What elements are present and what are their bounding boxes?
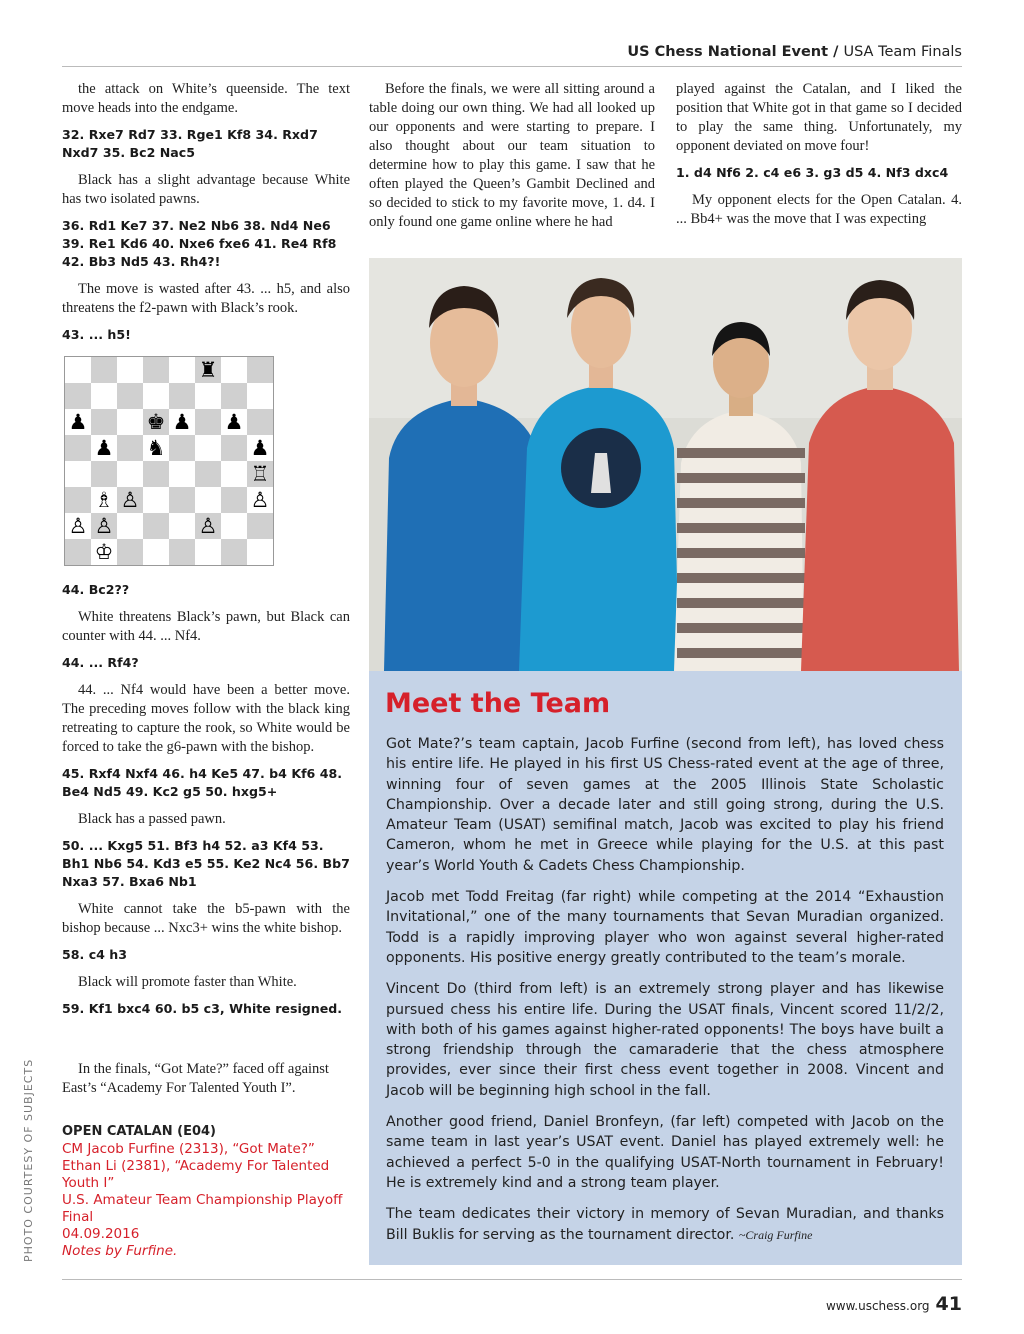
- board-square: [91, 383, 117, 409]
- board-square: [117, 461, 143, 487]
- chess-piece-g6: ♟: [224, 410, 244, 434]
- team-sidebar-text: [386, 734, 944, 1256]
- game-line-event: U.S. Amateur Team Championship Playoff Final: [62, 1192, 343, 1225]
- game-moves: 1. d4 Nf6 2. c4 e6 3. g3 d5 4. Nf3 dxc4: [676, 165, 949, 180]
- annotation-text: White cannot take the b5-pawn with the bishop because ... Nxc3+ wins the white bishop.: [62, 901, 350, 936]
- board-square: [91, 357, 117, 383]
- header-separator: /: [828, 44, 844, 60]
- board-square: [143, 513, 169, 539]
- team-paragraph-last: [386, 1204, 944, 1245]
- chess-piece-a6: ♟: [68, 410, 88, 434]
- game-moves: 32. Rxe7 Rd7 33. Rge1 Kf8 34. Rxd7 Nxd7 35. Bc2 Nac5: [62, 127, 318, 160]
- board-square: [117, 513, 143, 539]
- chess-piece-b3: ♗: [94, 488, 114, 512]
- board-square: [65, 461, 91, 487]
- board-square: [169, 383, 195, 409]
- chess-piece-d6: ♚: [146, 410, 166, 434]
- game-moves: 44. Bc2??: [62, 582, 130, 597]
- column-2-text: Before the finals, we were all sitting around a table doing our own thing. We had all looked up our opponents and were starting to prepare. I also thought about our team situation to determine how to play this game. I saw that he often played the Queen’s Gambit Declined and so decided to stick to my favorite move, 1. d4. I only found one game online where he had: [369, 81, 655, 230]
- running-header: [560, 44, 962, 60]
- annotation-text: played against the Catalan, and I liked the position that White got in that game so I decided to play the same thing. Unfortunately, my opponent deviated on move four!: [676, 81, 962, 154]
- game-moves: 36. Rd1 Ke7 37. Ne2 Nb6 38. Nd4 Ne6 39. Re1 Kd6 40. Nxe6 fxe6 41. Re4 Rf8 42. Bb3 Nd5 43. Rh4?!: [62, 218, 337, 269]
- board-square: [117, 383, 143, 409]
- board-square: [169, 513, 195, 539]
- game-moves: 50. ... Kxg5 51. Bf3 h4 52. a3 Kf4 53. Bh1 Nb6 54. Kd3 e5 55. Ke2 Nc4 56. Bb7 Nxa3 57. Bxa6 Nb1: [62, 838, 350, 889]
- board-square: [247, 513, 273, 539]
- board-square: [169, 487, 195, 513]
- chess-diagram: [64, 356, 274, 566]
- board-square: [221, 461, 247, 487]
- board-square: [221, 487, 247, 513]
- team-photo-illustration: [369, 258, 962, 671]
- board-square: [65, 357, 91, 383]
- game-notes: Notes by Furfine.: [62, 1243, 178, 1259]
- chess-piece-h5: ♟: [250, 436, 270, 460]
- board-square: [195, 383, 221, 409]
- board-square: [247, 409, 273, 435]
- board-square: [169, 461, 195, 487]
- column-1-bottom: [62, 581, 350, 1027]
- game-line-black: Ethan Li (2381), “Academy For Talented Youth I”: [62, 1158, 330, 1191]
- chess-piece-f2: ♙: [198, 514, 218, 538]
- board-square: [65, 435, 91, 461]
- game-line-date: 04.09.2016: [62, 1226, 140, 1242]
- board-square: [195, 409, 221, 435]
- game-moves: 58. c4 h3: [62, 947, 128, 962]
- team-paragraph: Another good friend, Daniel Bronfeyn, (far left) competed with Jacob on the same team in last year’s USAT event. Daniel has played extremely well: he achieved a perfect 5-0 in the qualifying USAT-North tournament in February! He is extremely kind and a strong team player.: [386, 1114, 944, 1191]
- chess-piece-h3: ♙: [250, 488, 270, 512]
- board-square: [91, 409, 117, 435]
- board-square: [117, 435, 143, 461]
- annotation-text: Black has a slight advantage because White has two isolated pawns.: [62, 172, 350, 207]
- board-square: [143, 357, 169, 383]
- game-line-white: CM Jacob Furfine (2313), “Got Mate?”: [62, 1141, 315, 1157]
- photo-credit: PHOTO COURTESY OF SUBJECTS: [22, 1058, 35, 1262]
- game-opening: OPEN CATALAN (E04): [62, 1124, 216, 1139]
- footer-rule: [62, 1279, 962, 1280]
- chess-piece-a2: ♙: [68, 514, 88, 538]
- author-signature: ~Craig Furfine: [738, 1227, 813, 1242]
- board-square: [195, 435, 221, 461]
- page-number: 41: [935, 1293, 962, 1315]
- column-1-top: [62, 80, 350, 353]
- header-subsection: USA Team Finals: [843, 44, 962, 60]
- game-moves: 43. ... h5!: [62, 327, 131, 342]
- board-square: [195, 539, 221, 565]
- board-square: [221, 383, 247, 409]
- board-square: [169, 357, 195, 383]
- annotation-text: the attack on White’s queenside. The text move heads into the endgame.: [62, 81, 350, 116]
- column-3: [676, 80, 962, 237]
- game-moves: 44. ... Rf4?: [62, 655, 139, 670]
- header-section: US Chess National Event: [627, 44, 829, 60]
- team-photo: [369, 258, 962, 671]
- footer-url: www.uschess.org: [825, 1299, 930, 1313]
- board-square: [221, 435, 247, 461]
- board-square: [221, 357, 247, 383]
- board-square: [143, 539, 169, 565]
- board-square: [143, 487, 169, 513]
- team-paragraph-text: The team dedicates their victory in memory of Sevan Muradian, and thanks Bill Buklis for serving as the tournament director.: [386, 1206, 944, 1243]
- annotation-text: 44. ... Nf4 would have been a better move. The preceding moves follow with the black king retreating to capture the rook, so White would be forced to take the g6-pawn with the bishop.: [62, 682, 350, 755]
- chess-piece-b1: ♔: [94, 540, 114, 564]
- board-square: [221, 539, 247, 565]
- annotation-text: The move is wasted after 43. ... h5, and also threatens the f2-pawn with Black’s rook.: [62, 281, 350, 316]
- page-footer: [826, 1293, 962, 1315]
- board-square: [247, 383, 273, 409]
- chess-piece-c3: ♙: [120, 488, 140, 512]
- chess-piece-b5: ♟: [94, 436, 114, 460]
- annotation-text: Black will promote faster than White.: [78, 974, 297, 990]
- board-square: [65, 487, 91, 513]
- board-square: [169, 539, 195, 565]
- annotation-text: My opponent elects for the Open Catalan. 4. ... Bb4+ was the move that I was expecting: [676, 192, 962, 227]
- team-paragraph: Got Mate?’s team captain, Jacob Furfine (second from left), has loved chess his entire life. He played in his first US Chess-rated event at the age of three, winning four of seven games at the 2005 Illinois State Scholastic Championship. Over a decade later and still going strong, during the U.S. Amateur Team (USAT) semifinal match, Jacob was excited to play his friend Cameron, whom he met in Greece while playing for the U.S. at this past year’s World Youth & Cadets Chess Championship.: [386, 736, 944, 874]
- finals-paragraph: In the finals, “Got Mate?” faced off against East’s “Academy For Talented Youth I”.: [62, 1061, 329, 1096]
- chess-piece-e6: ♟: [172, 410, 192, 434]
- game-moves: 59. Kf1 bxc4 60. b5 c3, White resigned.: [62, 1001, 343, 1016]
- board-square: [195, 487, 221, 513]
- board-square: [247, 539, 273, 565]
- team-paragraph: Jacob met Todd Freitag (far right) while competing at the 2014 “Exhaustion Invitational,” one of the many tournaments that Sevan Muradian organized. Todd is a rapidly improving player who won against several higher-rated opponents. His positive energy greatly contributed to the team’s morale.: [386, 889, 944, 966]
- board-square: [91, 461, 117, 487]
- board-square: [117, 539, 143, 565]
- annotation-text: White threatens Black’s pawn, but Black can counter with 44. ... Nf4.: [62, 609, 350, 644]
- game-moves: 45. Rxf4 Nxf4 46. h4 Ke5 47. b4 Kf6 48. Be4 Nd5 49. Kc2 g5 50. hxg5+: [62, 766, 343, 799]
- board-square: [247, 357, 273, 383]
- board-square: [65, 539, 91, 565]
- board-square: [143, 383, 169, 409]
- team-paragraph: Vincent Do (third from left) is an extremely strong player and has likewise pursued chess his entire life. During the USAT finals, Vincent scored 11/2/2, with both of his games against higher-rated opponents! The boys have built a strong friendship through the camaraderie that the chess atmosphere provides, ever since their first chess event together in 2008. Vincent and Jacob will be beginning high school in the fall.: [386, 981, 944, 1099]
- team-sidebar-title: Meet the Team: [385, 688, 611, 719]
- annotation-text: Black has a passed pawn.: [78, 811, 226, 827]
- board-square: [195, 461, 221, 487]
- game-header: [62, 1123, 362, 1260]
- board-square: [221, 513, 247, 539]
- chess-piece-h4: ♖: [250, 462, 270, 486]
- board-square: [143, 461, 169, 487]
- chess-piece-d5: ♞: [146, 436, 166, 460]
- chess-piece-b2: ♙: [94, 514, 114, 538]
- header-rule: [62, 66, 962, 67]
- board-square: [65, 383, 91, 409]
- board-square: [169, 435, 195, 461]
- board-square: [117, 357, 143, 383]
- chess-piece-f8: ♜: [198, 358, 218, 382]
- board-square: [117, 409, 143, 435]
